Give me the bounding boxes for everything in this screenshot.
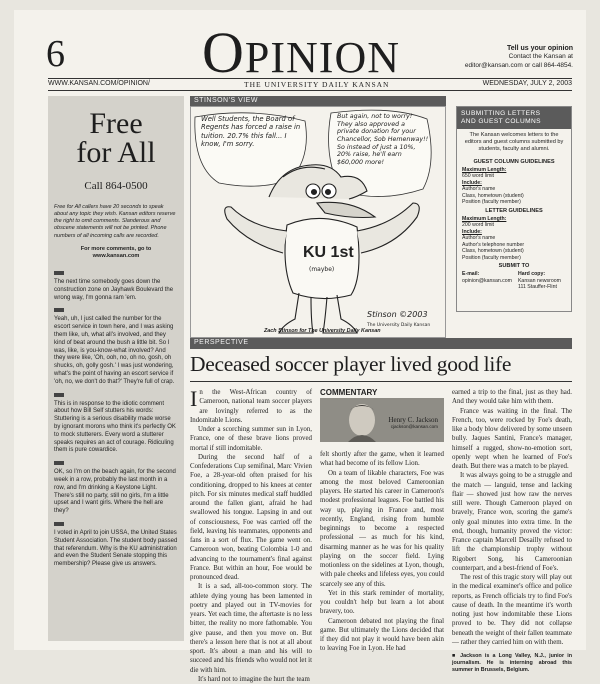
editorial-cartoon [190,106,446,338]
paragraph: It is a sad, all-too-common story. The athlete dying young has been lamented in poetry and played out in TV-movies for years. Yet each time, the aftertaste is no less bitter, the reality no more fathomable. You give pause, and then you move on. But there's a lesson here that is not at all about sport. It's about a man and his will to succeed and his friends who would not let it die with him. [190,583,312,674]
header-rule [48,90,572,91]
more-comments-link[interactable]: www.kansan.com [92,253,140,260]
drop-cap: I [190,386,198,411]
author-byline [320,416,444,429]
contact-line: Contact the Kansan at [508,53,573,61]
paragraph: earned a trip to the final, just as they had. And they would take him with them. [452,389,572,406]
letter-guidelines-heading: LETTER GUIDELINES [485,207,543,214]
paragraph: It was always going to be a struggle and the match — languid, tense and lacking flair — showed just how raw the nerves still were. Though Cameroon played on bravely, France won, scoring the game's only goal minutes into extra time. In the end, though, humanity proved the victor: France captain Marcell Desailly refused to lift the championship trophy without Rigobert Song, his Cameroonian counterpart, and a best-friend of Foe's. [452,472,572,572]
field-label: Include: [462,179,482,186]
cartoon-section-label: STINSON'S VIEW [190,96,446,107]
cartoonist-signature: Stinson ©2003 [367,310,428,319]
list-item: Yeah, uh, I just called the number for the escort service in town here, and I was asking them like, uh, what all's involved, and they kind of beat around the bush a little bit. So I was, like, is you-know-what involved? And they were like, 'Oh, ooh, no, oh no, gosh, oh shucks, oh, golly gosh.' I was just wondering, what's the point of having an escort service if 'oh, no, we don't do that?' They're full of crap. [54,308,178,386]
field-value: Position (faculty member) [462,199,521,206]
item-separator [54,271,64,275]
header-rule [48,78,572,79]
free-for-all-column [48,96,184,641]
guest-guidelines [457,167,571,206]
list-item: This is in response to the idiotic comment about how Bill Self stutters his words: Stuttering is a serious disability made worse by ignorant morons who think it's perfectly OK to mock stutterers. Every word a stutterer speaks requires an act of courage. Ridiculing them is pure cowardice. [54,393,178,456]
field-label: Maximum Length: [462,215,507,222]
bubble-left-text: Well Students, the Board of Regents has forced a raise in tuition. 20.7% this fall... I know, I'm sorry. [201,115,301,149]
more-comments [54,246,178,261]
article-column-3 [452,388,572,674]
field-label: Hard copy: [517,271,546,278]
field-value: 650 word limit [462,173,495,180]
shirt-subtext: (maybe) [309,266,335,273]
field-value: Author's telephone number [462,241,525,248]
author-email[interactable]: cjackson@kansan.com [390,424,438,429]
paragraph: Cameroon debated not playing the final game. But ultimately the Lions decided that if they did not play it would have been akin to leaving Foe in Lyon. He had [320,617,444,653]
submit-email-link[interactable]: opinion@kansan.com [462,277,512,284]
header-line: AND GUEST COLUMNS [461,117,541,125]
contact-line: editor@kansan.com or call 864-4854. [464,62,573,70]
free-for-all-items [54,271,178,575]
field-value: Class, hometown (student) [462,192,524,199]
bubble-right-text: But again, not to worry! They also approved a private donation for your Chancellor, Sob Hemenway!! So instead of just a 10%, 20% raise, he'll earn $60,000 more! [337,113,429,167]
title-line: Free [89,107,143,140]
list-item: OK, so I'm on the beach again, for the second week in a row, probably the last month in a row, and I'm drinking a Keystone Light. There's still no party, still no girls, I'm a little upset and I want girls. Where the hell are they? [54,461,178,516]
paragraph: Under a scorching summer sun in Lyon, France, one of these brave lions proved mortal if still indomitable. [190,426,312,452]
cartoon-credit: Zach Stinson for The University Daily Kansan [264,328,381,334]
newspaper-page [14,10,586,683]
item-separator [54,393,64,397]
submit-heading: SUBMIT TO [498,263,530,270]
page-number: 6 [46,33,65,75]
issue-date: WEDNESDAY, JULY 2, 2003 [482,80,572,87]
free-for-all-phone: Call 864-0500 [84,180,148,192]
commentary-label: COMMENTARY [320,388,378,397]
field-value: 200 word limit [462,222,495,229]
paragraph: It's hard not to imagine the hurt the team [198,675,310,683]
article-column-2 [320,450,444,653]
submit-to [457,271,571,291]
field-value: Author's name [462,235,496,242]
jayhawk-illustration [191,107,447,339]
paragraph: On a team of likable characters, Foe was among the most beloved Cameroonian players. He started his career in Cameroon's modest professional leagues. Foe battled his way up, playing in France and, most recently, England, rising from humble beginnings to become a respected professional — as much for his kind, disarming manner as he was for his quality playing on the soccer field. Lying motionless on the sidelines at Lyon, though, with pale cheeks and lifeless eyes, you could scarcely see any of this. [320,469,444,588]
guest-guidelines-heading: GUEST COLUMN GUIDELINES [473,158,555,165]
contact-box [455,44,573,71]
site-url[interactable]: WWW.KANSAN.COM/OPINION/ [48,80,150,87]
item-separator [54,522,64,526]
shirt-text: KU 1st [303,244,354,261]
headline-rule [190,381,572,382]
article-headline: Deceased soccer player lived good life [190,352,512,376]
letter-guidelines [457,216,571,262]
submissions-header [457,107,571,129]
field-label: Maximum Length: [462,166,507,173]
author-bio-text: Jackson is a Long Valley, N.J., junior in journalism. He is interning abroad this summer in Brussels, Belgium. [452,653,572,674]
masthead-initial: O [202,20,245,85]
paragraph: felt shortly after the game, when it learned what had become of its fellow Lion. [320,451,444,468]
more-comments-text: For more comments, go to [80,246,152,252]
paragraph: Yet in this stark reminder of mortality, you couldn't help but learn a lot about bravery, too. [320,589,444,616]
contact-title: Tell us your opinion [507,45,573,52]
author-name: Henry C. Jackson [388,416,438,424]
submissions-box [456,106,572,312]
article-column-1 [190,386,312,683]
free-for-all-title [56,107,176,169]
field-value: Position (faculty member) [462,254,521,261]
title-line: for All [76,135,156,169]
cartoonist-signature-sub: The University Daily Kansan [367,323,431,328]
paragraph: n the West-African country of Cameroon, national team soccer players are lovingly referred to as the Indomitable Lions. [190,389,312,424]
item-separator [54,308,64,312]
field-label: E-mail: [462,271,480,278]
free-for-all-description: Free for All callers have 20 seconds to speak about any topic they wish. Kansan editors reserve the right to omit comments. Slanderous and obscene statements will not be printed. Phone numbers of all incoming calls are recorded. [54,204,176,239]
field-value: Kansan newsroom [517,277,561,284]
masthead-rest: PINION [244,33,400,82]
paper-name: THE UNIVERSITY DAILY KANSAN [244,80,390,89]
paragraph: During the second half of a Confederations Cup semifinal, Marc Vivien Foe, a 28-year-old often praised for his conditioning, dropped to his knees at center pitch. For six minutes medical staff huddled around the fallen giant, afraid he had swallowed his tongue. Lapsing in and out of consciousness, Foe was carried off the field, leaving his teammates, opponents and fans in a sort of flux. The game went on. Cameroon won, beating Colombia 1-0 and advancing to the tournament's final against France. But within an hour, Foe would be pronounced dead. [190,453,312,581]
field-value: Author's name [462,186,496,193]
field-value: Class, hometown (student) [462,248,524,255]
field-value: 111 Stauffer-Flint [517,284,557,291]
item-separator [54,461,64,465]
paragraph: The rest of this tragic story will play out in the medical examiner's office and police reports, as French officials try to find Foe's cause of death. In the meantime it's worth noting just how indomitable these Lions proved to be. They did not collapse beneath the weight of their fallen teammate — rather they carried him on with them. [452,574,572,646]
header-line: SUBMITTING LETTERS [461,110,541,117]
list-item: The next time somebody goes down the construction zone on Jayhawk Boulevard the wrong way, I'm gonna ram 'em. [54,271,178,302]
perspective-section-label: PERSPECTIVE [190,338,572,349]
list-item: I voted in April to join USSA, the United States Student Association. The student body passed that referendum. Why is the KU administration and even the Student Senate stopping this membership? Please give us answers. [54,522,178,569]
paragraph: France was waiting in the final. The French, too, were rocked by Foe's death, like a body blow delivered by some unseen bully. Jaques Santini, France's manager, himself a rugged, show-no-emotion sort, openly wept when he learned of Foe's death. But there was a match to be played. [452,407,572,470]
submissions-intro: The Kansan welcomes letters to the editors and guest columns submitted by students, faculty and alumni. [464,131,564,153]
field-label: Include: [462,228,482,235]
author-bio: ■ Jackson is a Long Valley, N.J., junior in journalism. He is interning abroad this summer in Brussels, Belgium. [452,653,572,674]
